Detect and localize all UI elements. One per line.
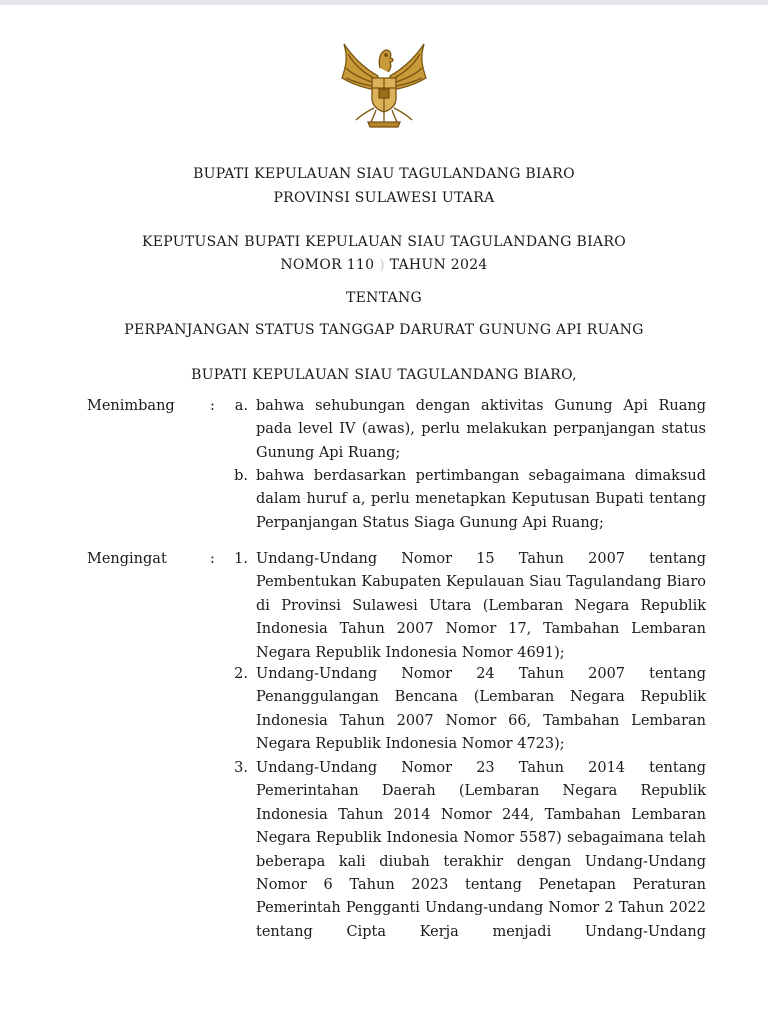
mengingat-label: Mengingat <box>87 551 167 567</box>
mengingat-mark-1: 1. <box>234 551 248 567</box>
menimbang-label: Menimbang <box>87 398 175 414</box>
mengingat-item-3: Undang-Undang Nomor 23 Tahun 2014 tentang Pemerintahan Daerah (Lembaran Negara Republik Indonesia Tahun 2014 Nomor 244, Tambahan Lembaran Negara Republik Indonesia Nomor 5587) sebagaimana telah beberapa kali diubah terakhir dengan Undang-Undang Nomor 6 Tahun 2023 tentang Penetapan Peraturan Pemerintah Pengganti Undang-undang Nomor 2 Tahun 2022 tentang Cipta Kerja menjadi Undang-Undang <box>256 760 706 940</box>
menimbang-item-b: bahwa berdasarkan pertimbangan sebagaimana dimaksud dalam huruf a, perlu menetapkan Keputusan Bupati tentang Perpanjangan Status Siaga Gunung Api Ruang; <box>256 468 706 531</box>
menimbang-mark-b: b. <box>234 468 248 484</box>
mengingat-mark-2: 2. <box>234 666 248 682</box>
mengingat-colon: : <box>210 551 215 567</box>
decree-number-suffix: TAHUN 2024 <box>389 257 488 273</box>
decree-number <box>0 257 768 273</box>
mengingat-item-2: Undang-Undang Nomor 24 Tahun 2007 tentang Penanggulangan Bencana (Lembaran Negara Republik Indonesia Tahun 2007 Nomor 66, Tambahan Lembaran Negara Republik Indonesia Nomor 4723); <box>256 666 706 753</box>
mengingat-item-1: Undang-Undang Nomor 15 Tahun 2007 tentang Pembentukan Kabupaten Kepulauan Siau Tagulandang Biaro di Provinsi Sulawesi Utara (Lembaran Negara Republik Indonesia Tahun 2007 Nomor 17, Tambahan Lembaran Negara Republik Indonesia Nomor 4691); <box>256 551 706 661</box>
header-province: PROVINSI SULAWESI UTARA <box>273 190 495 206</box>
decree-number-prefix: NOMOR 110 <box>280 257 375 273</box>
menimbang-item-a: bahwa sehubungan dengan aktivitas Gunung Api Ruang pada level IV (awas), perlu melakukan perpanjangan status Gunung Api Ruang; <box>256 398 706 461</box>
menimbang-colon: : <box>210 398 215 414</box>
menimbang-mark-a: a. <box>234 398 248 414</box>
decree-title: KEPUTUSAN BUPATI KEPULAUAN SIAU TAGULANDANG BIARO <box>142 234 626 250</box>
decree-number-mark: ) <box>379 257 385 273</box>
decree-subject: PERPANJANGAN STATUS TANGGAP DARURAT GUNUNG API RUANG <box>124 322 644 338</box>
mengingat-mark-3: 3. <box>234 760 248 776</box>
header-regent-title: BUPATI KEPULAUAN SIAU TAGULANDANG BIARO <box>193 166 575 182</box>
about-heading: TENTANG <box>345 290 423 306</box>
garuda-pancasila-emblem-icon <box>334 38 434 130</box>
page-top-edge <box>0 0 768 5</box>
authority-line: BUPATI KEPULAUAN SIAU TAGULANDANG BIARO, <box>191 367 577 383</box>
